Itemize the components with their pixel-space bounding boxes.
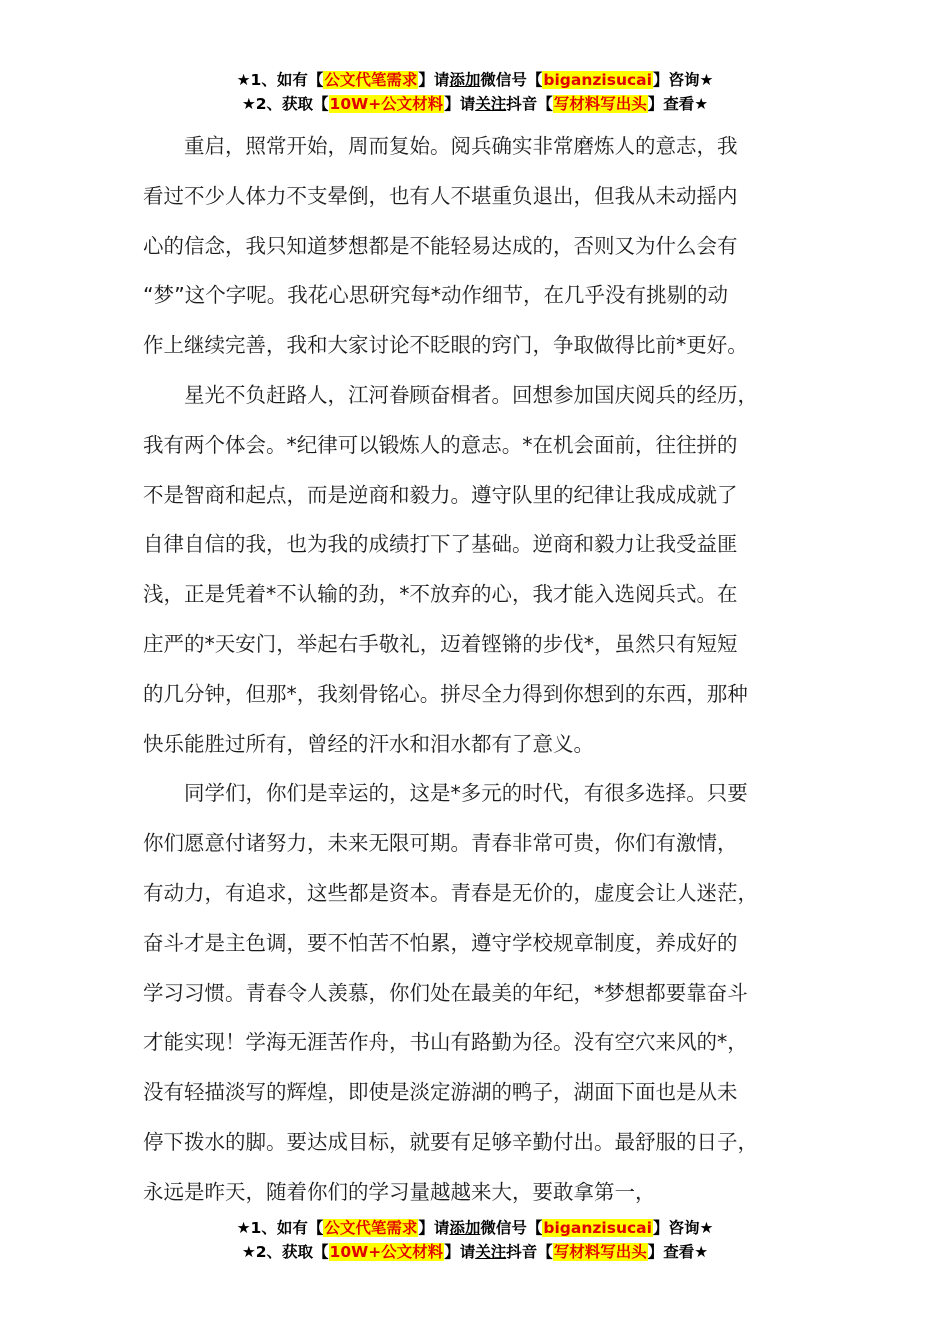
- banner-text: 微信号【: [480, 1219, 543, 1237]
- star-icon: ★: [236, 1219, 251, 1237]
- banner-text: 1、如有【: [250, 71, 324, 89]
- header-line-1: [0, 68, 950, 92]
- banner-text: 抖音【: [506, 95, 553, 113]
- banner-text: 】请: [444, 1243, 476, 1261]
- banner-text: 2、获取【: [255, 1243, 329, 1261]
- banner-text: 】查看: [647, 1243, 695, 1261]
- underlined-add: 添加: [449, 1219, 481, 1237]
- highlight-wechat-id: biganzisucai: [543, 1219, 652, 1237]
- document-body: [143, 122, 831, 1218]
- paragraph-1: [143, 122, 831, 371]
- underlined-follow: 关注: [475, 1243, 507, 1261]
- text-line: 心的信念，我只知道梦想都是不能轻易达成的，否则又为什么会有: [143, 233, 738, 258]
- text-line: 作上继续完善，我和大家讨论不眨眼的窍门，争取做得比前*更好。: [143, 333, 748, 358]
- star-icon: ★: [694, 1243, 709, 1261]
- text-line: 奋斗才是主色调，要不怕苦不怕累，遵守学校规章制度，养成好的: [143, 930, 738, 955]
- star-icon: ★: [699, 1219, 714, 1237]
- highlight-ghostwriting: 公文代笔需求: [324, 1219, 418, 1237]
- text-line: 学习习惯。青春令人羡慕，你们处在最美的年纪，*梦想都要靠奋斗: [143, 980, 748, 1005]
- banner-text: 2、获取【: [255, 95, 329, 113]
- banner-text: 抖音【: [506, 1243, 553, 1261]
- text-line: 星光不负赶路人，江河眷顾奋楫者。回想参加国庆阅兵的经历，: [184, 382, 758, 407]
- highlight-ghostwriting: 公文代笔需求: [324, 71, 418, 89]
- underlined-follow: 关注: [475, 95, 507, 113]
- star-icon: ★: [236, 71, 251, 89]
- banner-text: 1、如有【: [250, 1219, 324, 1237]
- footer-banner: [0, 1216, 950, 1264]
- banner-text: 微信号【: [480, 71, 543, 89]
- text-line: 看过不少人体力不支晕倒，也有人不堪重负退出，但我从未动摇内: [143, 183, 738, 208]
- header-line-2: [0, 92, 950, 116]
- text-line: 不是智商和起点，而是逆商和毅力。遵守队里的纪律让我成成就了: [143, 482, 738, 507]
- text-line: 浅，正是凭着*不认输的劲，*不放弃的心，我才能入选阅兵式。在: [143, 582, 738, 607]
- star-icon: ★: [694, 95, 709, 113]
- banner-text: 】请: [418, 71, 450, 89]
- highlight-douyin-account: 写材料写出头: [553, 95, 647, 113]
- highlight-wechat-id: biganzisucai: [543, 71, 652, 89]
- underlined-add: 添加: [449, 71, 481, 89]
- paragraph-2: [143, 371, 831, 769]
- text-line: 没有轻描淡写的辉煌，即使是淡定游湖的鸭子，湖面下面也是从未: [143, 1080, 738, 1105]
- text-line: 同学们，你们是幸运的，这是*多元的时代，有很多选择。只要: [184, 781, 748, 806]
- text-line: 你们愿意付诸努力，未来无限可期。青春非常可贵，你们有激情，: [143, 831, 738, 856]
- paragraph-3: [143, 769, 831, 1217]
- highlight-douyin-account: 写材料写出头: [553, 1243, 647, 1261]
- footer-line-1: [0, 1216, 950, 1240]
- highlight-materials: 10W+公文材料: [329, 95, 444, 113]
- footer-line-2: [0, 1240, 950, 1264]
- text-line: 快乐能胜过所有，曾经的汗水和泪水都有了意义。: [143, 731, 594, 756]
- header-banner: [0, 68, 950, 116]
- star-icon: ★: [241, 95, 256, 113]
- text-line: 重启，照常开始，周而复始。阅兵确实非常磨炼人的意志，我: [184, 134, 738, 158]
- banner-text: 】请: [418, 1219, 450, 1237]
- highlight-materials: 10W+公文材料: [329, 1243, 444, 1261]
- text-line: 有动力，有追求，这些都是资本。青春是无价的，虚度会让人迷茫，: [143, 880, 758, 905]
- text-line: 才能实现！学海无涯苦作舟，书山有路勤为径。没有空穴来风的*，: [143, 1030, 748, 1055]
- star-icon: ★: [699, 71, 714, 89]
- banner-text: 】请: [444, 95, 476, 113]
- text-line: 的几分钟，但那*，我刻骨铭心。拼尽全力得到你想到的东西，那种: [143, 681, 748, 706]
- text-line: 停下拨水的脚。要达成目标，就要有足够辛勤付出。最舒服的日子，: [143, 1129, 758, 1154]
- text-line: 永远是昨天，随着你们的学习量越越来大，要敢拿第一，: [143, 1179, 656, 1204]
- text-line: 自律自信的我，也为我的成绩打下了基础。逆商和毅力让我受益匪: [143, 532, 738, 557]
- banner-text: 】查看: [647, 95, 695, 113]
- text-line: “梦”这个字呢。我花心思研究每*动作细节，在几乎没有挑剔的动: [143, 283, 728, 308]
- text-line: 庄严的*天安门，举起右手敬礼，迈着铿锵的步伐*，虽然只有短短: [143, 631, 738, 656]
- text-line: 我有两个体会。*纪律可以锻炼人的意志。*在机会面前，往往拼的: [143, 432, 738, 457]
- banner-text: 】咨询: [652, 1219, 700, 1237]
- star-icon: ★: [241, 1243, 256, 1261]
- banner-text: 】咨询: [652, 71, 700, 89]
